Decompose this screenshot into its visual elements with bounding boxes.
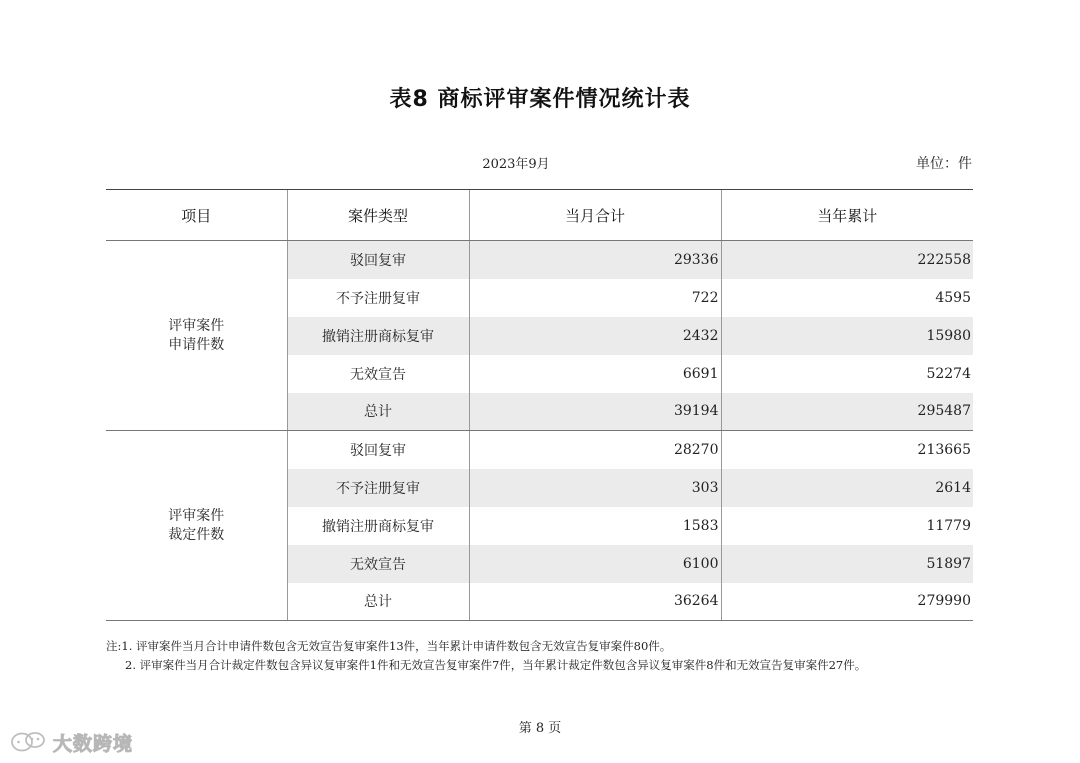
header-case-type: 案件类型: [287, 190, 469, 241]
footnote-1: 注:1. 评审案件当月合计申请件数包含无效宣告复审案件13件，当年累计申请件数包含无效宣告复审案件80件。: [106, 639, 672, 653]
monthly-cell: 29336: [469, 241, 721, 279]
watermark: [9, 729, 133, 755]
monthly-cell: 303: [469, 469, 721, 507]
footnotes: [106, 637, 866, 675]
monthly-cell: 722: [469, 279, 721, 317]
case-type-cell: 总计: [287, 393, 469, 431]
monthly-cell: 28270: [469, 431, 721, 469]
stats-table: [106, 189, 973, 621]
ytd-cell: 15980: [721, 317, 973, 355]
case-type-cell: 撤销注册商标复审: [287, 507, 469, 545]
ytd-cell: 11779: [721, 507, 973, 545]
footnote-2: 2. 评审案件当月合计裁定件数包含异议复审案件1件和无效宣告复审案件7件，当年累计裁定件数包含异议复审案件8件和无效宣告复审案件27件。: [125, 658, 867, 672]
ytd-cell: 52274: [721, 355, 973, 393]
unit-label: 单位：件: [916, 156, 972, 172]
header-ytd-total: 当年累计: [721, 190, 973, 241]
table-row: [106, 241, 973, 279]
ytd-cell: 4595: [721, 279, 973, 317]
case-type-cell: 无效宣告: [287, 545, 469, 583]
monthly-cell: 1583: [469, 507, 721, 545]
ytd-cell: 2614: [721, 469, 973, 507]
wechat-logo-icon: [9, 730, 49, 754]
group-label-line: 评审案件: [168, 317, 225, 334]
group-label-applications: [106, 241, 287, 431]
report-period: 2023年9月: [482, 157, 550, 172]
group-label-rulings: [106, 431, 287, 621]
group-label-line: 申请件数: [168, 336, 225, 353]
case-type-cell: 撤销注册商标复审: [287, 317, 469, 355]
page-title: 表8 商标评审案件情况统计表: [389, 87, 691, 112]
ytd-cell: 295487: [721, 393, 973, 431]
group-label-line: 评审案件: [168, 507, 225, 524]
monthly-cell: 39194: [469, 393, 721, 431]
monthly-cell: 2432: [469, 317, 721, 355]
monthly-cell: 36264: [469, 583, 721, 621]
table-header-row: [106, 190, 973, 241]
header-monthly-total: 当月合计: [469, 190, 721, 241]
monthly-cell: 6691: [469, 355, 721, 393]
ytd-cell: 51897: [721, 545, 973, 583]
group-label-line: 裁定件数: [168, 526, 225, 543]
table-row: [106, 431, 973, 469]
case-type-cell: 驳回复审: [287, 241, 469, 279]
ytd-cell: 279990: [721, 583, 973, 621]
case-type-cell: 不予注册复审: [287, 469, 469, 507]
watermark-text: 大数跨境: [53, 732, 134, 755]
case-type-cell: 无效宣告: [287, 355, 469, 393]
case-type-cell: 总计: [287, 583, 469, 621]
case-type-cell: 不予注册复审: [287, 279, 469, 317]
page-number: 第 8 页: [518, 721, 562, 736]
monthly-cell: 6100: [469, 545, 721, 583]
header-item: 项目: [106, 190, 287, 241]
ytd-cell: 222558: [721, 241, 973, 279]
ytd-cell: 213665: [721, 431, 973, 469]
case-type-cell: 驳回复审: [287, 431, 469, 469]
